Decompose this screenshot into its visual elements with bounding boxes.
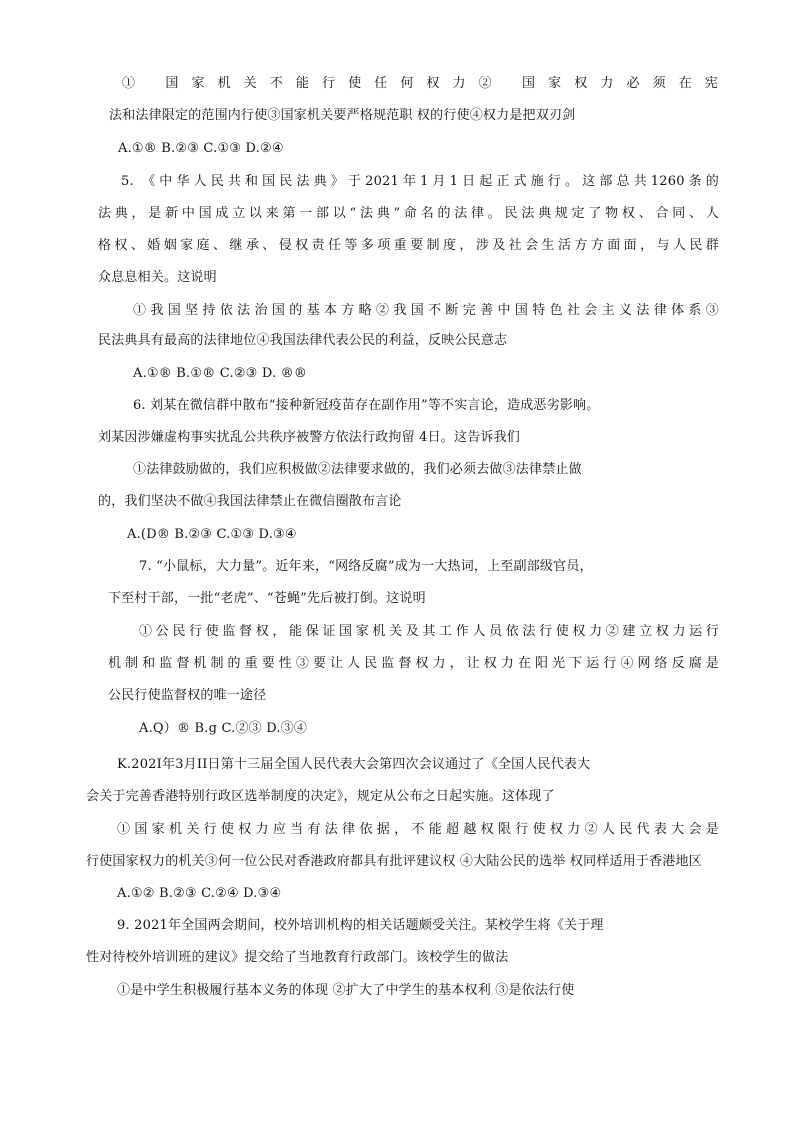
- q5-options: A.①® B.①® C.②③ D. ®®: [133, 366, 308, 381]
- q9-choices-line-1: ①是中学生积极履行基本义务的体现 ②扩大了中学生的基本权利 ③是依法行使: [117, 983, 575, 998]
- q5-choices-line-1: ①我国坚持依法治国的基本方略②我国不断完善中国特色社会主义法律体系③: [133, 303, 719, 318]
- q5-line-2: 法典，是新中国成立以来第一部以“法典”命名的法律。民法典规定了物权、合同、人: [98, 206, 719, 221]
- q6-choices-line-2: 的，我们坚决不做④我国法律禁止在微信圈散布言论: [98, 494, 402, 509]
- q7-choices-line-1: ①公民行使监督权，能保证国家机关及其工作人员依法行使权力②建立权力运行: [139, 624, 719, 639]
- q8-choices-line-1: ①国家机关行使权力应当有法律依据，不能超越权限行使权力②人民代表大会是: [117, 822, 719, 837]
- q7-choices-line-2: 机制和监督机制的重要性③要让人民监督权力，让权力在阳光下运行④网络反腐是: [108, 656, 719, 671]
- q8-line-2: 会关于完善香港特别行政区选举制度的决定》，规定从公布之日起实施。这体现了: [86, 789, 555, 804]
- q8-line-1: K.202I年3月II日第十三届全国人民代表大会第四次会议通过了《全国人民代表大: [117, 757, 591, 772]
- q5-choices-line-2: 民法典具有最高的法律地位④我国法律代表公民的利益，反映公民意志: [98, 333, 508, 348]
- q6-line-1: 6. 刘某在微信群中散布“接种新冠疫苗存在副作用”等不实言论，造成恶劣影响。: [133, 398, 600, 413]
- q5-line-1: 5. 《中华人民共和国民法典》于2021年1月1日起正式施行。这部总共1260条的: [121, 174, 719, 189]
- q6-options: A.(D® B.②③ C.①③ D.③④: [127, 527, 297, 542]
- q7-line-2: 下至村干部，一批“老虎”、“苍蝇”先后被打倒。这说明: [108, 591, 426, 606]
- q9-line-2: 性对待校外培训班的建议》提交给了当地教育行政部门。该校学生的做法: [86, 950, 509, 965]
- q4-options: A.①® B.②③ C.①③ D.②④: [118, 141, 284, 156]
- q5-line-3: 格权、婚姻家庭、继承、侵权责任等多项重要制度，涉及社会生活方方面面，与人民群: [98, 238, 719, 253]
- q5-line-4: 众息息相关。这说明: [98, 270, 217, 285]
- q7-line-1: 7. “小鼠标，大力量”。近年来，“网络反腐”成为一大热词，上至副部级官员，: [139, 559, 593, 574]
- q8-choices-line-2: 行使国家权力的机关③何一位公民对香港政府都具有批评建议权 ④大陆公民的选举 权同样适用于香港地区: [86, 854, 702, 869]
- q7-options: A.Q）® B.g C.②③ D.③④: [139, 721, 308, 736]
- q4-stem-line-2: 法和法律限定的范围内行使③国家机关要严格规范职 权的行使④权力是把双刃剑: [109, 108, 576, 123]
- q7-choices-line-3: 公民行使监督权的唯一途径: [108, 688, 267, 703]
- q4-stem-line-1: ① 国家机关不能行使任何权力② 国家权力必须在宪: [122, 76, 718, 91]
- q9-line-1: 9. 2021年全国两会期间，校外培训机构的相关话题颇受关注。某校学生将《关于理: [117, 918, 604, 933]
- q8-options: A.①② B.②③ C.②④ D.③④: [117, 886, 282, 901]
- q6-choices-line-1: ①法律鼓励做的，我们应积极做②法律要求做的，我们必须去做③法律禁止做: [133, 462, 582, 477]
- q6-line-2: 刘某因涉嫌虚构事实扰乱公共秩序被警方依法行政拘留 4日。这告诉我们: [98, 430, 521, 445]
